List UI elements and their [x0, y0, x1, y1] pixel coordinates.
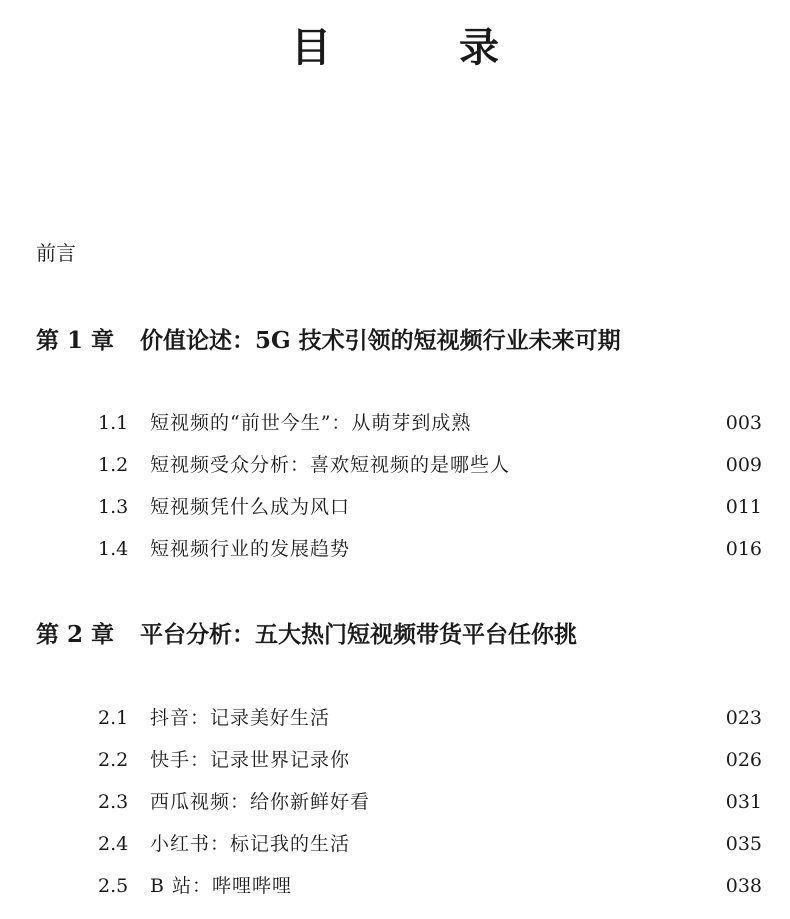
- section-title: 西瓜视频：给你新鲜好看: [150, 791, 371, 813]
- section-number: 2.1: [98, 707, 129, 729]
- section-title: 小红书：标记我的生活: [150, 833, 351, 855]
- page-number: 011: [725, 496, 762, 518]
- page-number: 031: [725, 791, 762, 813]
- page-number: 023: [725, 707, 762, 729]
- chapter-number: 第 2 章: [36, 621, 115, 648]
- section-number: 1.1: [98, 412, 129, 434]
- toc-entry-1-1[interactable]: [98, 408, 762, 438]
- chapter-1-heading[interactable]: [36, 324, 621, 358]
- section-title: 短视频的“前世今生”：从萌芽到成熟: [150, 412, 472, 434]
- page-number: 038: [725, 875, 762, 897]
- chapter-title: 价值论述：5G 技术引领的短视频行业未来可期: [140, 327, 621, 354]
- section-title: 短视频行业的发展趋势: [150, 538, 351, 560]
- toc-entry-1-2[interactable]: [98, 450, 762, 480]
- page-number: 016: [725, 538, 762, 560]
- toc-entry-2-5[interactable]: [98, 871, 762, 901]
- section-number: 1.3: [98, 496, 129, 518]
- section-number: 2.4: [98, 833, 129, 855]
- section-number: 1.2: [98, 454, 129, 476]
- toc-entry-2-4[interactable]: [98, 829, 762, 859]
- section-number: 1.4: [98, 538, 129, 560]
- chapter-number: 第 1 章: [36, 327, 115, 354]
- page-number: 035: [725, 833, 762, 855]
- chapter-2-heading[interactable]: [36, 618, 577, 652]
- toc-entry-2-3[interactable]: [98, 787, 762, 817]
- section-title: 短视频受众分析：喜欢短视频的是哪些人: [150, 454, 511, 476]
- section-title: 快手：记录世界记录你: [150, 749, 351, 771]
- section-title: 抖音：记录美好生活: [150, 707, 331, 729]
- toc-entry-1-3[interactable]: [98, 492, 762, 522]
- preface-entry[interactable]: 前言: [36, 241, 76, 265]
- page-number: 026: [725, 749, 762, 771]
- section-number: 2.3: [98, 791, 129, 813]
- toc-entry-2-1[interactable]: [98, 703, 762, 733]
- section-title: B 站：哔哩哔哩: [150, 875, 293, 897]
- page-number: 003: [725, 412, 762, 434]
- section-title: 短视频凭什么成为风口: [150, 496, 351, 518]
- toc-entry-2-2[interactable]: [98, 745, 762, 775]
- toc-entry-1-4[interactable]: [98, 534, 762, 564]
- chapter-title: 平台分析：五大热门短视频带货平台任你挑: [140, 621, 578, 648]
- page-title: 目 录: [291, 25, 543, 71]
- section-number: 2.5: [98, 875, 129, 897]
- page-number: 009: [725, 454, 762, 476]
- section-number: 2.2: [98, 749, 129, 771]
